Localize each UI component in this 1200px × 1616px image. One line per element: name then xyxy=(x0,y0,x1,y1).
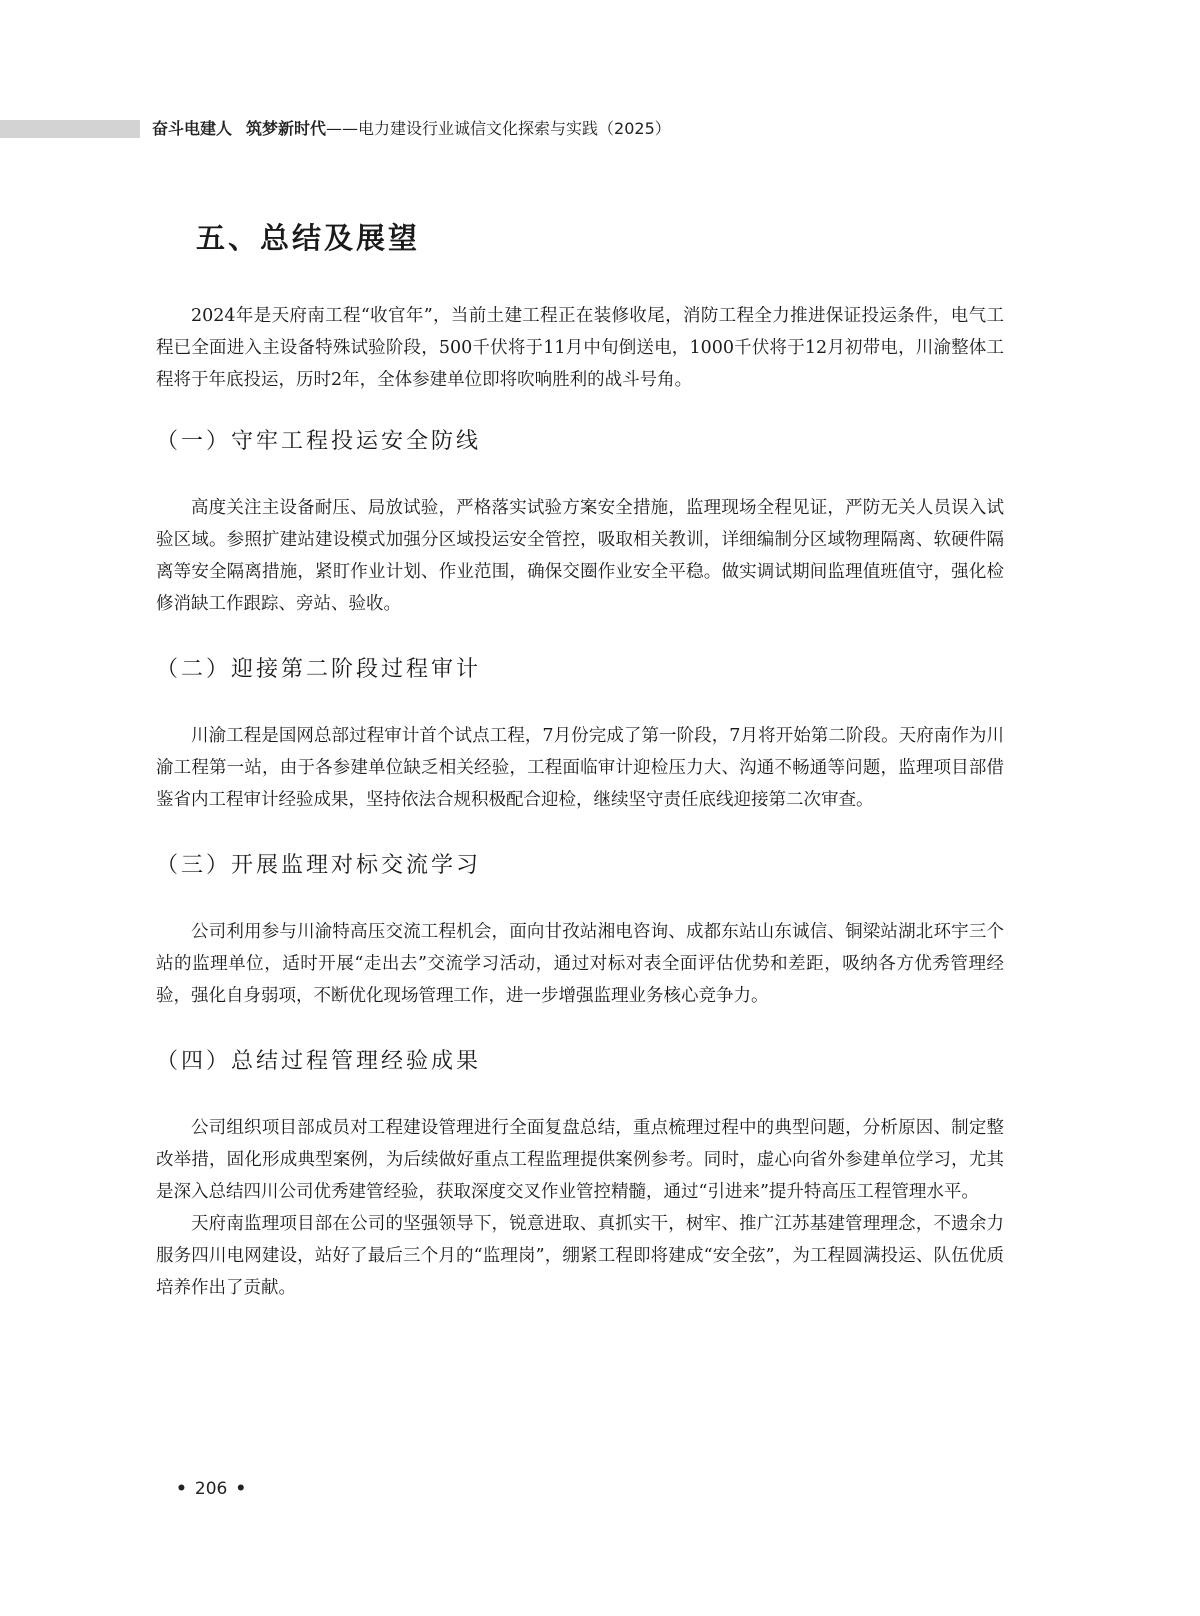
running-header-subtitle: ——电力建设行业诚信文化探索与实践（2025） xyxy=(326,119,671,138)
subsection-4-paragraph-2: 天府南监理项目部在公司的坚强领导下，锐意进取、真抓实干，树牢、推广江苏基建管理理念，不遗余力服务四川电网建设，站好了最后三个月的“监理岗”，绷紧工程即将建成“安全弦”，为工程圆满投运、队伍优质培养作出了贡献。 xyxy=(156,1214,1004,1298)
subsection-3-paragraph: 公司利用参与川渝特高压交流工程机会，面向甘孜站湘电咨询、成都东站山东诚信、铜梁站湖北环宇三个站的监理单位，适时开展“走出去”交流学习活动，通过对标对表全面评估优势和差距，吸纳各方优秀管理经验，强化自身弱项，不断优化现场管理工作，进一步增强监理业务核心竞争力。 xyxy=(156,922,1004,1006)
subsection-4-heading: （四）总结过程管理经验成果 xyxy=(156,1049,482,1074)
subsection-4-paragraph-1: 公司组织项目部成员对工程建设管理进行全面复盘总结，重点梳理过程中的典型问题，分析原因、制定整改举措，固化形成典型案例，为后续做好重点工程监理提供案例参考。同时，虚心向省外参建单位学习，尤其是深入总结四川公司优秀建管经验，获取深度交叉作业管控精髓，通过“引进来”提升特高压工程管理水平。 xyxy=(156,1118,1004,1202)
running-header-series-1: 奋斗电建人 xyxy=(152,119,233,138)
subsection-1-paragraph: 高度关注主设备耐压、局放试验，严格落实试验方案安全措施，监理现场全程见证，严防无关人员误入试验区域。参照扩建站建设模式加强分区域投运安全管控，吸取相关教训，详细编制分区域物理隔离、软硬件隔离等安全隔离措施，紧盯作业计划、作业范围，确保交圈作业安全平稳。做实调试期间监理值班值守，强化检修消缺工作跟踪、旁站、验收。 xyxy=(156,498,1004,614)
page-number-dot-left: • xyxy=(176,1479,187,1499)
header-gray-band xyxy=(0,120,140,138)
subsection-3-heading: （三）开展监理对标交流学习 xyxy=(156,853,482,878)
intro-paragraph: 2024年是天府南工程“收官年”，当前土建工程正在装修收尾，消防工程全力推进保证投运条件，电气工程已全面进入主设备特殊试验阶段，500千伏将于11月中旬倒送电，1000千伏将于12月初带电，川渝整体工程将于年底投运，历时2年，全体参建单位即将吹响胜利的战斗号角。 xyxy=(156,306,1004,390)
section-title: 五、总结及展望 xyxy=(196,221,421,255)
running-header-series-2: 筑梦新时代 xyxy=(246,119,327,138)
subsection-2-heading: （二）迎接第二阶段过程审计 xyxy=(156,657,482,682)
subsection-1-heading: （一）守牢工程投运安全防线 xyxy=(156,429,482,454)
subsection-2-paragraph: 川渝工程是国网总部过程审计首个试点工程，7月份完成了第一阶段，7月将开始第二阶段。天府南作为川渝工程第一站，由于各参建单位缺乏相关经验，工程面临审计迎检压力大、沟通不畅通等问题，监理项目部借鉴省内工程审计经验成果，坚持依法合规积极配合迎检，继续坚守责任底线迎接第二次审查。 xyxy=(156,726,1004,810)
page-number-dot-right: • xyxy=(235,1479,247,1499)
page-number xyxy=(168,1476,254,1502)
running-header xyxy=(152,118,671,140)
page-number-value: 206 xyxy=(194,1479,228,1499)
body-content xyxy=(156,300,1004,1304)
